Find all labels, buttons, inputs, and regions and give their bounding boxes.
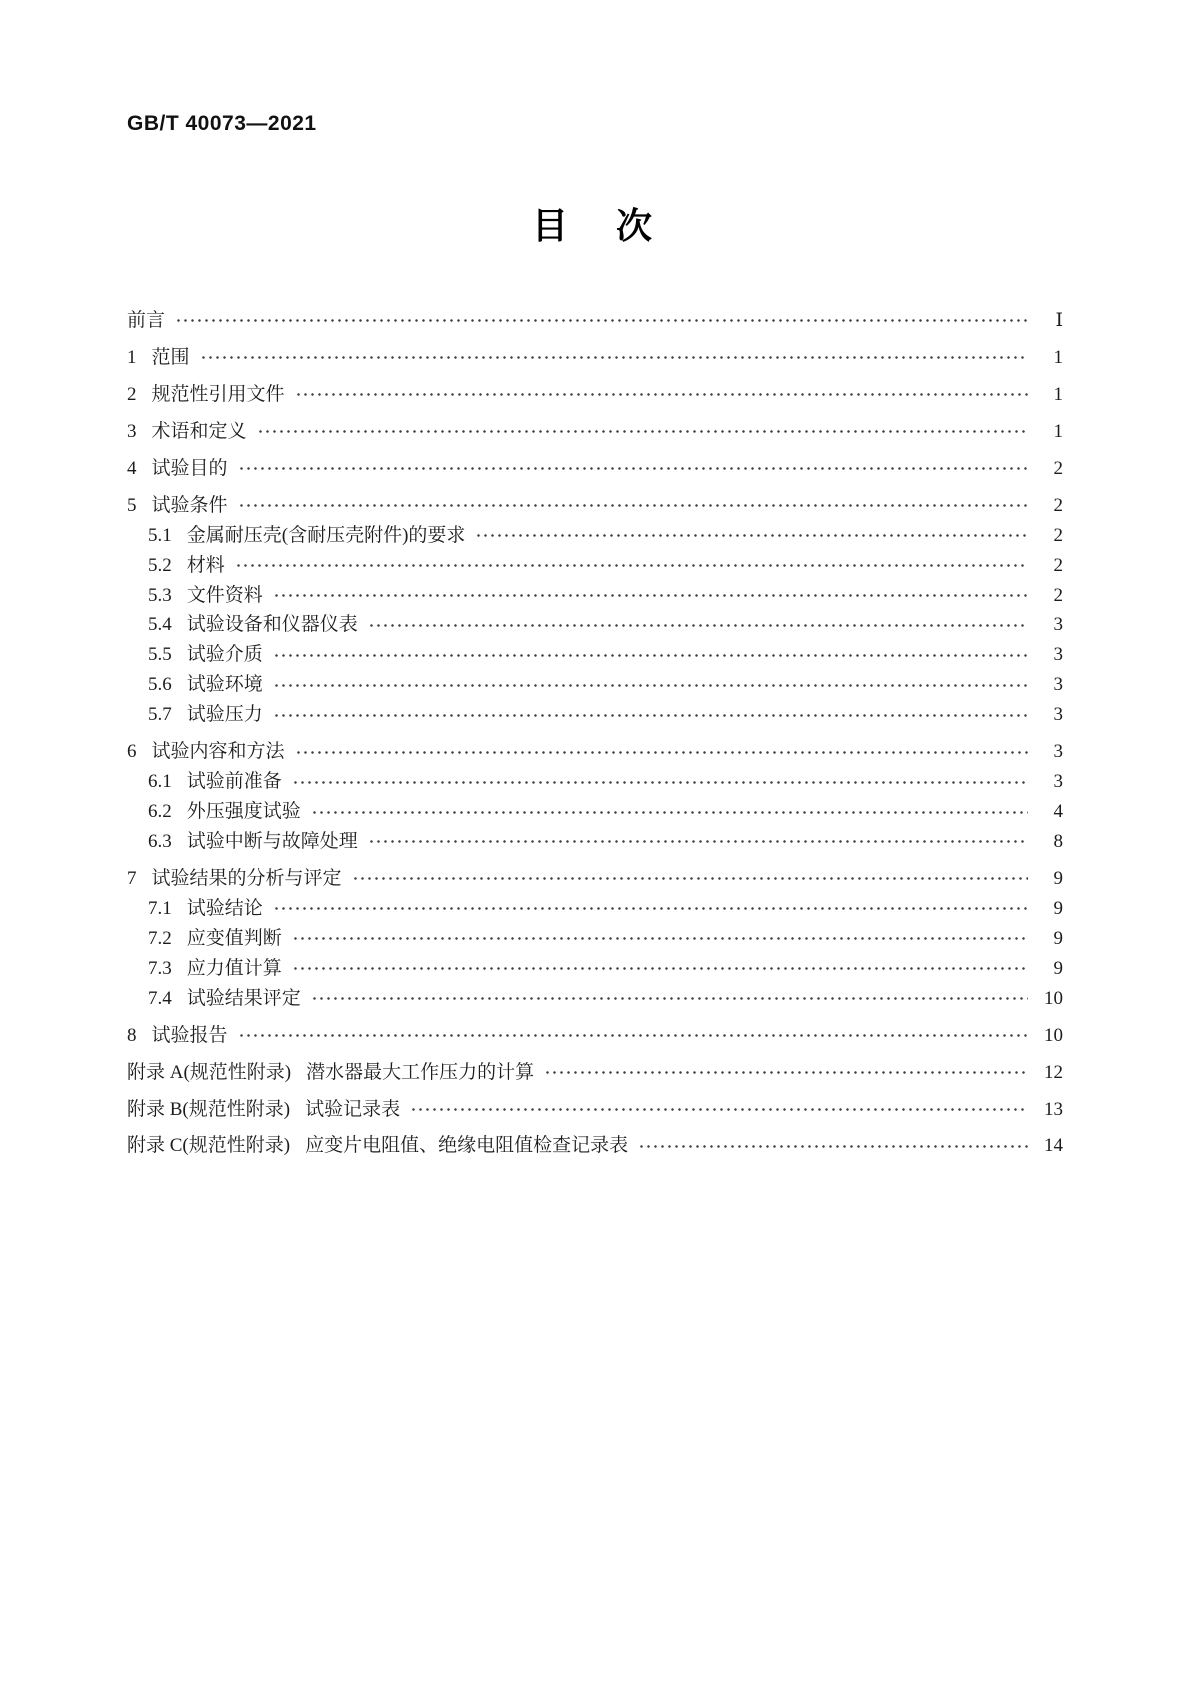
toc-page-number: 3 [1053, 741, 1063, 763]
toc-page-number: 2 [1053, 554, 1063, 576]
toc-page-number: 1 [1053, 383, 1063, 405]
toc-entry [127, 989, 1063, 1009]
toc-dotted-leader [273, 899, 1028, 918]
toc-entry-number: 5.3 [148, 584, 172, 606]
toc-page-number: 3 [1053, 704, 1063, 726]
toc-page-number: 9 [1053, 957, 1063, 979]
toc-dotted-leader [292, 959, 1028, 978]
toc-page-number: 9 [1053, 897, 1063, 919]
toc-entry-label: 前言 [127, 310, 166, 331]
toc-dotted-leader [273, 676, 1028, 695]
toc-entry-number: 7.1 [148, 897, 172, 919]
toc-dotted-leader [475, 526, 1028, 545]
toc-page-number: 3 [1053, 674, 1063, 696]
toc-entry-label: 潜水器最大工作压力的计算 [306, 1061, 535, 1083]
toc-entry-label: 应变片电阻值、绝缘电阻值检查记录表 [305, 1135, 629, 1157]
toc-entry-number: 1 [127, 346, 137, 368]
toc-entry-label: 试验报告 [151, 1024, 228, 1046]
toc-entry-label: 试验前准备 [186, 771, 282, 793]
toc-dotted-leader [368, 616, 1028, 635]
toc-entry [127, 832, 1063, 852]
toc-entry [127, 929, 1063, 949]
toc-entry-label: 试验环境 [186, 674, 263, 696]
toc-dotted-leader [368, 832, 1028, 851]
toc-entry [127, 1136, 1063, 1156]
toc-entry-label: 文件资料 [186, 584, 263, 606]
toc-entry-label: 试验压力 [186, 704, 263, 726]
toc-dotted-leader [273, 706, 1028, 725]
toc-entry [127, 802, 1063, 822]
toc-entry-label: 试验条件 [151, 494, 228, 516]
toc-page-number: Ⅰ [1055, 310, 1063, 331]
toc-entry-number: 5.2 [148, 554, 172, 576]
toc-entry-label: 规范性引用文件 [151, 383, 285, 405]
toc-entry-label: 术语和定义 [151, 420, 247, 442]
toc-entry-number: 7.2 [148, 927, 172, 949]
toc-dotted-leader [238, 459, 1028, 478]
toc-entry [127, 1100, 1063, 1120]
toc-entry-number: 8 [127, 1024, 137, 1046]
toc-dotted-leader [273, 646, 1028, 665]
toc-page-number: 1 [1053, 346, 1063, 368]
toc-dotted-leader [292, 929, 1028, 948]
toc-page-number: 4 [1053, 801, 1063, 823]
toc-page-number: 2 [1053, 494, 1063, 516]
toc-dotted-leader [238, 1026, 1028, 1045]
toc-entry-number: 5.6 [148, 674, 172, 696]
toc-entry-label: 应变值判断 [186, 927, 282, 949]
toc-entry [127, 869, 1063, 889]
toc-page-number: 10 [1044, 1024, 1063, 1046]
toc-entry-label: 范围 [151, 346, 190, 368]
toc-dotted-leader [295, 385, 1028, 404]
toc-entry [127, 459, 1063, 479]
toc-entry-label: 试验记录表 [305, 1098, 401, 1120]
toc-entry-number: 附录 C(规范性附录) [127, 1135, 291, 1157]
toc-entry-number: 6.2 [148, 801, 172, 823]
toc-page-number: 8 [1053, 831, 1063, 852]
toc-entry-number: 7.4 [148, 987, 172, 1009]
toc-entry-label: 试验结果的分析与评定 [151, 867, 342, 889]
toc-entry [127, 348, 1063, 368]
toc-dotted-leader [295, 743, 1028, 762]
toc-dotted-leader [257, 422, 1028, 441]
toc-entry-number: 附录 B(规范性附录) [127, 1098, 291, 1120]
toc-page-number: 3 [1053, 614, 1063, 636]
toc-entry-label: 试验设备和仪器仪表 [186, 614, 358, 636]
toc-entry-label: 试验中断与故障处理 [186, 831, 358, 852]
page-title: 目 次 [531, 205, 658, 246]
toc-page-number: 2 [1053, 457, 1063, 479]
toc-page-number: 9 [1053, 927, 1063, 949]
toc-entry [127, 422, 1063, 442]
toc-entry-number: 5 [127, 494, 137, 516]
toc-entry-label: 试验介质 [186, 644, 263, 666]
toc-entry-number: 5.1 [148, 524, 172, 546]
toc-entry-label: 试验目的 [151, 457, 228, 479]
toc-page-number: 13 [1044, 1098, 1063, 1120]
toc-entry-number: 5.4 [148, 614, 172, 636]
toc-entry [127, 1026, 1063, 1046]
toc-dotted-leader [352, 869, 1028, 888]
toc-entry [127, 742, 1063, 762]
toc-entry [127, 586, 1063, 606]
toc-page-number: 10 [1044, 987, 1063, 1009]
toc-dotted-leader [544, 1063, 1028, 1082]
toc-entry [127, 615, 1063, 635]
toc-entry [127, 496, 1063, 516]
toc-entry-label: 金属耐压壳(含耐压壳附件)的要求 [186, 524, 466, 546]
toc-dotted-leader [638, 1137, 1028, 1156]
toc-entry [127, 899, 1063, 919]
toc-entry-label: 试验结果评定 [186, 987, 301, 1009]
toc-entry-label: 应力值计算 [186, 957, 282, 979]
toc-entry-label: 材料 [186, 554, 225, 576]
toc-entry-number: 3 [127, 420, 137, 442]
toc-dotted-leader [273, 586, 1028, 605]
toc-entry [127, 705, 1063, 725]
toc-entry [127, 772, 1063, 792]
toc-entry-number: 2 [127, 383, 137, 405]
table-of-contents [127, 311, 1063, 1156]
toc-entry [127, 526, 1063, 546]
toc-dotted-leader [200, 348, 1028, 367]
toc-entry-label: 试验内容和方法 [151, 741, 285, 763]
toc-page-number: 12 [1044, 1061, 1063, 1083]
toc-dotted-leader [311, 803, 1028, 822]
toc-entry-number: 6.1 [148, 771, 172, 793]
toc-entry [127, 556, 1063, 576]
toc-page-number: 14 [1044, 1135, 1063, 1157]
toc-page-number: 1 [1053, 420, 1063, 442]
toc-entry [127, 959, 1063, 979]
toc-page-number: 2 [1053, 584, 1063, 606]
toc-dotted-leader [292, 773, 1028, 792]
toc-page-number: 3 [1053, 771, 1063, 793]
toc-dotted-leader [175, 311, 1028, 330]
toc-entry-number: 6 [127, 741, 137, 763]
toc-dotted-leader [238, 496, 1028, 515]
toc-entry-number: 6.3 [148, 831, 172, 852]
toc-entry-label: 试验结论 [186, 897, 263, 919]
toc-page-number: 3 [1053, 644, 1063, 666]
toc-entry [127, 1063, 1063, 1083]
toc-entry-number: 7 [127, 867, 137, 889]
toc-entry-label: 外压强度试验 [186, 801, 301, 823]
toc-entry-number: 5.5 [148, 644, 172, 666]
toc-entry-number: 附录 A(规范性附录) [127, 1061, 292, 1083]
toc-dotted-leader [410, 1100, 1028, 1119]
doc-number: GB/T 40073—2021 [127, 112, 317, 135]
toc-entry-number: 4 [127, 457, 137, 479]
toc-entry [127, 645, 1063, 665]
toc-dotted-leader [235, 556, 1028, 575]
toc-entry [127, 675, 1063, 695]
toc-dotted-leader [311, 989, 1028, 1008]
toc-page-number: 2 [1053, 524, 1063, 546]
toc-entry [127, 311, 1063, 331]
toc-entry-number: 7.3 [148, 957, 172, 979]
toc-entry [127, 385, 1063, 405]
toc-entry-number: 5.7 [148, 704, 172, 726]
toc-page-number: 9 [1053, 867, 1063, 889]
